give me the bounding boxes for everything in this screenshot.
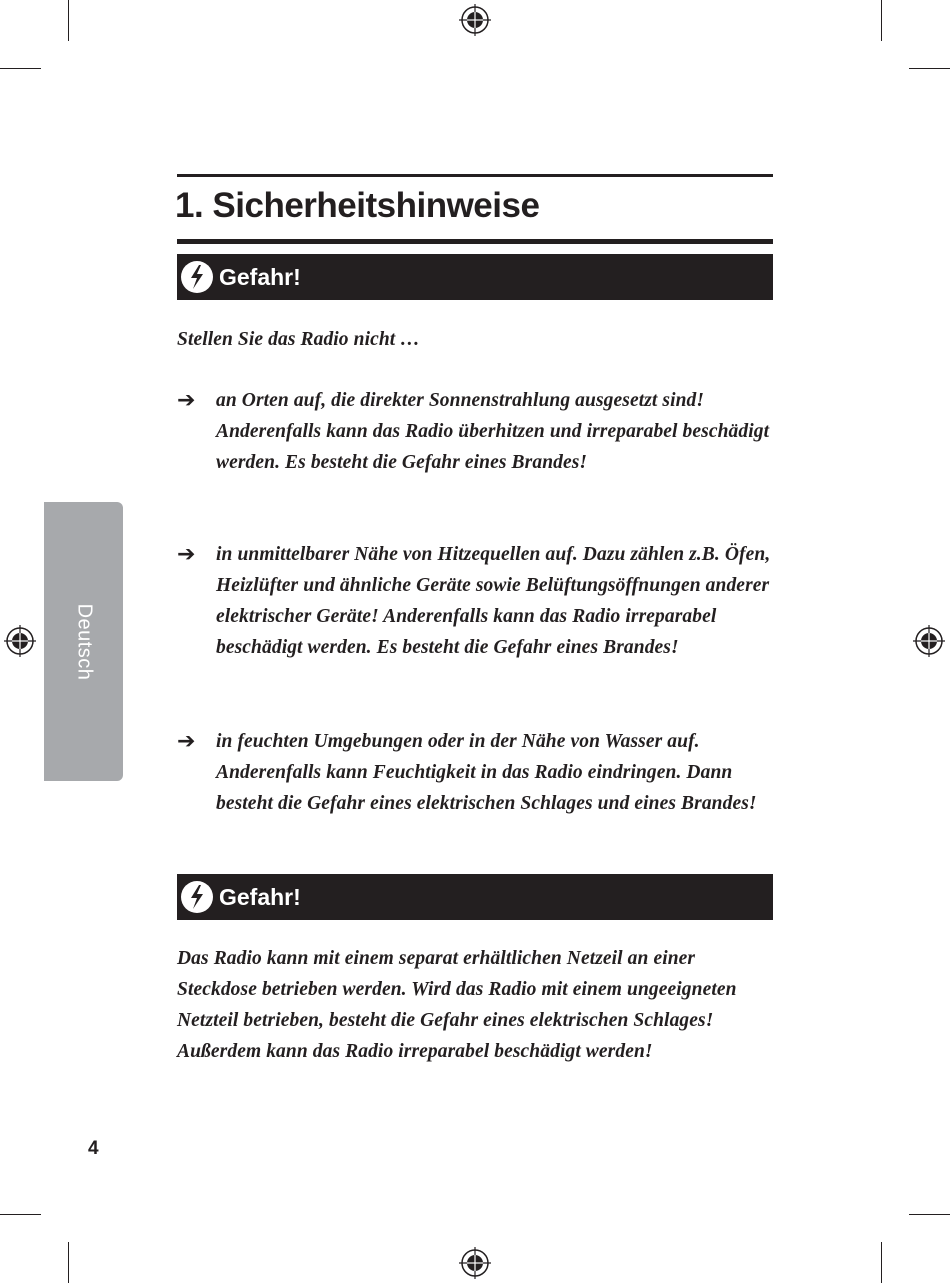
crop-mark-top-right-h bbox=[909, 68, 950, 69]
arrow-right-icon: ➔ bbox=[177, 388, 196, 413]
list-item-text: in unmittelbarer Nähe von Hitzequellen auf. Dazu zählen z.B. Öfen, Heizlüfter und ähnliche Geräte sowie Belüftungsöffnungen anderer elektrischer Geräte! Anderenfalls kann das Radio irreparabel beschädigt werden. Es besteht die Gefahr eines Brandes! bbox=[216, 544, 771, 658]
registration-mark-icon bbox=[4, 625, 36, 657]
list-item-text: an Orten auf, die direkter Sonnenstrahlung ausgesetzt sind! Anderenfalls kann das Radio überhitzen und irreparabel beschädigt werden. Es besteht die Gefahr eines Brandes! bbox=[216, 390, 770, 473]
heading-bottom-rule bbox=[177, 239, 773, 244]
danger-label: Gefahr! bbox=[219, 884, 301, 910]
crop-mark-top-left-h bbox=[0, 68, 41, 69]
page-number: 4 bbox=[88, 1138, 99, 1159]
language-tab-label: Deutsch bbox=[73, 603, 95, 680]
registration-mark-icon bbox=[459, 4, 491, 36]
crop-mark-bottom-left-v bbox=[68, 1242, 69, 1283]
danger-warning-bar bbox=[177, 254, 773, 300]
lightning-bolt-icon bbox=[180, 260, 214, 294]
danger-label: Gefahr! bbox=[219, 264, 301, 290]
lightning-bolt-icon bbox=[180, 880, 214, 914]
registration-mark-icon bbox=[913, 625, 945, 657]
crop-mark-bottom-right-h bbox=[909, 1214, 950, 1215]
arrow-right-icon: ➔ bbox=[177, 729, 196, 754]
crop-mark-top-right-v bbox=[881, 0, 882, 41]
section-title: 1. Sicherheitshinweise bbox=[175, 186, 540, 225]
crop-mark-bottom-right-v bbox=[881, 1242, 882, 1283]
heading-top-rule bbox=[177, 174, 773, 177]
crop-mark-top-left-v bbox=[68, 0, 69, 41]
registration-mark-icon bbox=[459, 1247, 491, 1279]
arrow-right-icon: ➔ bbox=[177, 542, 196, 567]
list-item-text: in feuchten Umgebungen oder in der Nähe von Wasser auf. Anderenfalls kann Feuchtigkeit in das Radio eindringen. Dann besteht die Gefahr eines elektrischen Schlages und eines Brandes! bbox=[216, 731, 757, 814]
intro-text: Stellen Sie das Radio nicht … bbox=[177, 329, 420, 350]
closing-paragraph: Das Radio kann mit einem separat erhältlichen Netzeil an einer Steckdose betrieben werden. Wird das Radio mit einem ungeeigneten Netzteil betrieben, besteht die Gefahr eines elektrischen Schlages! Außerdem kann das Radio irreparabel beschädigt werden! bbox=[177, 948, 737, 1062]
crop-mark-bottom-left-h bbox=[0, 1214, 41, 1215]
danger-warning-bar bbox=[177, 874, 773, 920]
language-side-tab bbox=[44, 502, 123, 781]
